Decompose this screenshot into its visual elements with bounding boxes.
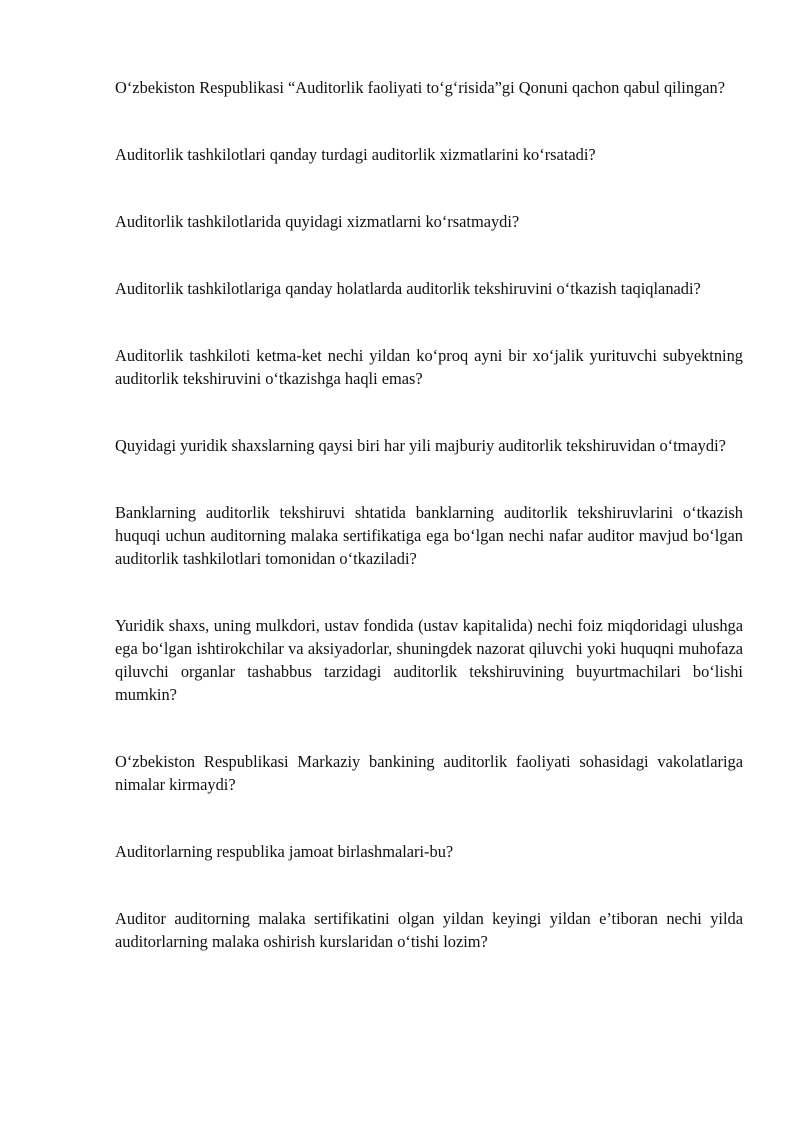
question-list [115, 76, 743, 953]
question-item: Auditorlik tashkilotlarida quyidagi xizmatlarni ko‘rsatmaydi? [115, 212, 520, 231]
question-item: Auditorlarning respublika jamoat birlashmalari-bu? [115, 842, 454, 861]
question-item: O‘zbekiston Respublikasi Markaziy bankining auditorlik faoliyati sohasidagi vakolatlariga nimalar kirmaydi? [115, 752, 743, 794]
question-item: Auditorlik tashkilotlari qanday turdagi auditorlik xizmatlarini ko‘rsatadi? [115, 145, 596, 164]
question-item: Banklarning auditorlik tekshiruvi shtatida banklarning auditorlik tekshiruvlarini o‘tkazish huquqi uchun auditorning malaka sertifikatiga ega bo‘lgan nechi nafar auditor mavjud bo‘lgan auditorlik tashkilotlari tomonidan o‘tkaziladi? [115, 503, 743, 568]
question-item: O‘zbekiston Respublikasi “Auditorlik faoliyati to‘g‘risida”gi Qonuni qachon qabul qilingan? [115, 78, 725, 97]
question-item: Auditorlik tashkiloti ketma-ket nechi yildan ko‘proq ayni bir xo‘jalik yurituvchi subyektning auditorlik tekshiruvini o‘tkazishga haqli emas? [115, 346, 743, 388]
question-item: Quyidagi yuridik shaxslarning qaysi biri har yili majburiy auditorlik tekshiruvidan o‘tmaydi? [115, 436, 726, 455]
question-item: Auditorlik tashkilotlariga qanday holatlarda auditorlik tekshiruvini o‘tkazish taqiqlanadi? [115, 279, 701, 298]
question-item: Yuridik shaxs, uning mulkdori, ustav fondida (ustav kapitalida) nechi foiz miqdoridagi ulushga ega bo‘lgan ishtirokchilar va aksiyadorlar, shuningdek nazorat qiluvchi yoki huquqni muhofaza qiluvchi organlar tashabbus tarzidagi auditorlik tekshiruvining buyurtmachilari bo‘lishi mumkin? [115, 616, 743, 704]
question-item: Auditor auditorning malaka sertifikatini olgan yildan keyingi yildan e’tiboran nechi yilda auditorlarning malaka oshirish kurslaridan o‘tishi lozim? [115, 909, 743, 951]
